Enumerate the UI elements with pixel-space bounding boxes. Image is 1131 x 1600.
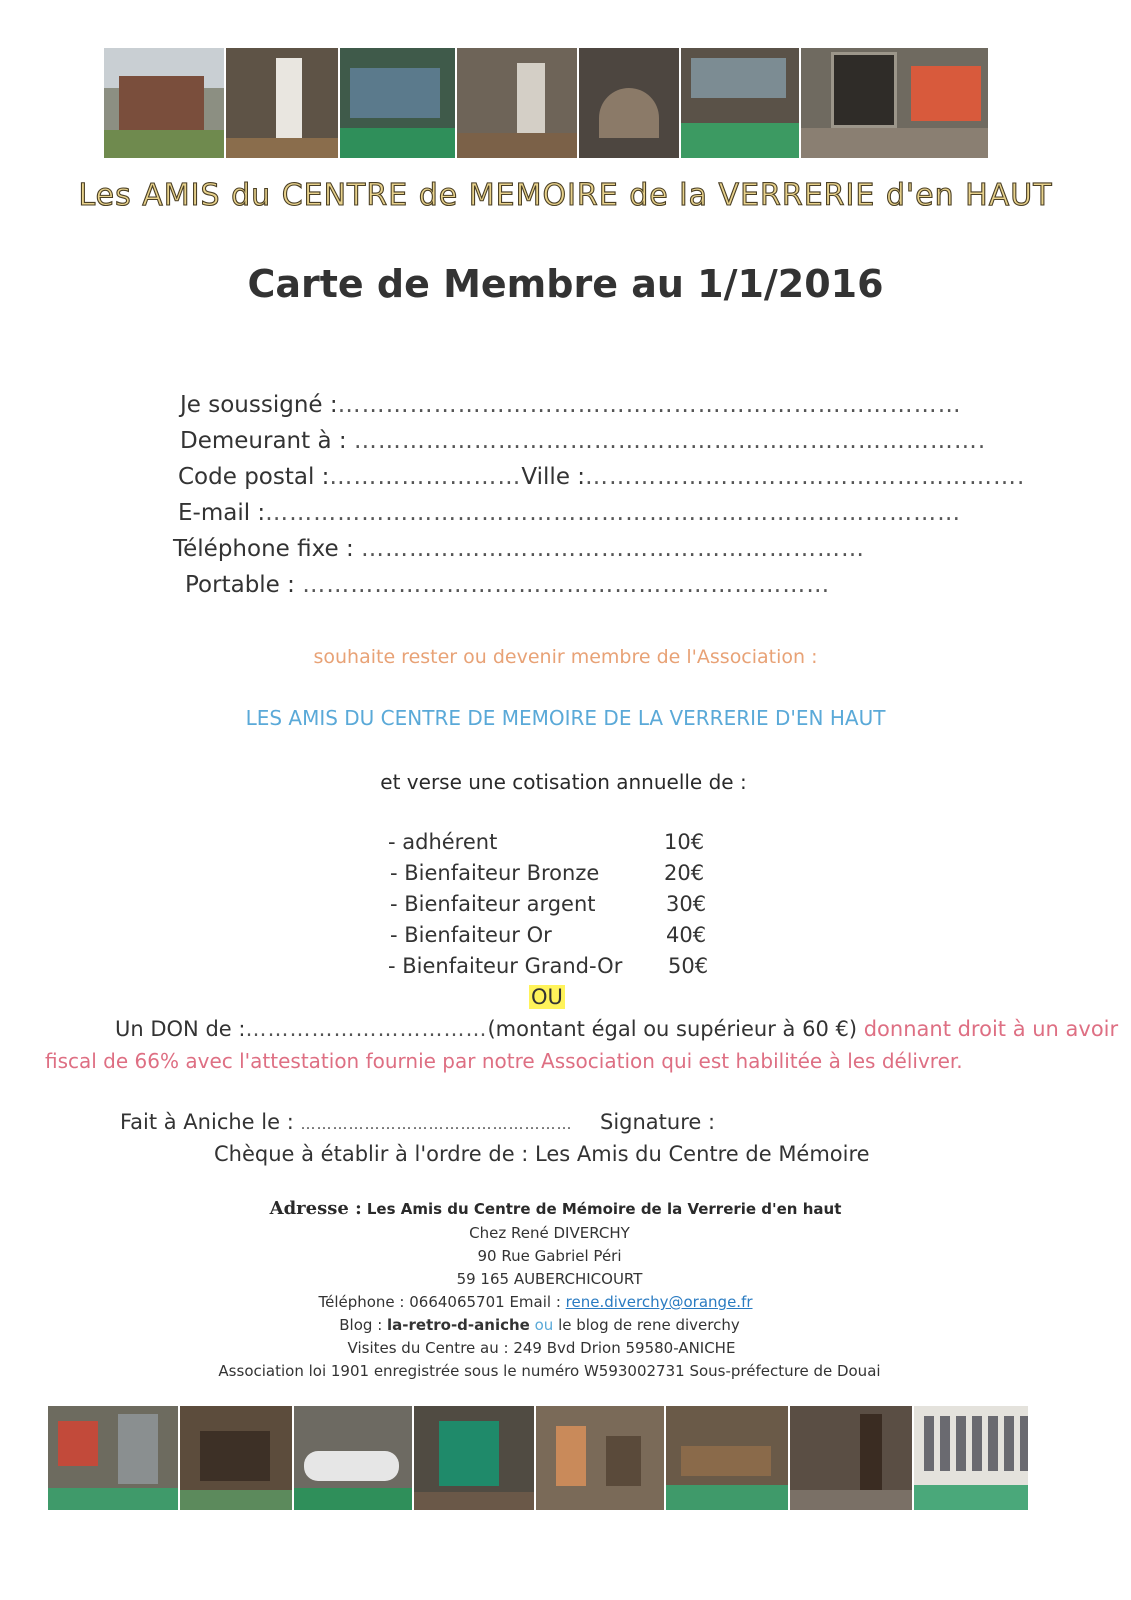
wish-line: souhaite rester ou devenir membre de l'Association :: [313, 646, 818, 668]
blog-name[interactable]: la-retro-d-aniche: [387, 1316, 530, 1334]
tier-amount: 40€: [666, 923, 707, 947]
field-label: Téléphone fixe :: [173, 536, 354, 562]
address-care-of: Chez René DIVERCHY: [469, 1224, 630, 1242]
phone-text: Téléphone : 0664065701 Email :: [318, 1293, 566, 1311]
tier-amount: 20€: [664, 861, 705, 885]
address-street: 90 Rue Gabriel Péri: [477, 1247, 622, 1265]
tier-label: - Bienfaiteur Bronze: [390, 861, 600, 885]
or-highlight: OU: [531, 985, 563, 1009]
tier-label: - Bienfaiteur Grand-Or: [388, 954, 623, 978]
top-photo-strip: [104, 48, 988, 158]
tier-amount: 10€: [664, 830, 705, 854]
field-label: E-mail :: [178, 500, 266, 526]
field-dots: ……………………: [329, 464, 522, 490]
photo-machines: [579, 48, 681, 158]
donation-dots: ……………………………: [245, 1017, 488, 1041]
card-title: Carte de Membre au 1/1/2016: [247, 262, 884, 306]
field-label: Portable :: [185, 572, 295, 598]
blog-prefix: Blog :: [339, 1316, 388, 1334]
photo-clock: [790, 1406, 914, 1510]
blog-suffix: le blog de rene diverchy: [558, 1316, 740, 1334]
field-label: Je soussigné :: [180, 392, 338, 418]
or-word: [529, 985, 565, 1009]
photo-exhibition: [914, 1406, 1028, 1510]
field-label-city: Ville :: [521, 464, 586, 490]
association-caps: LES AMIS DU CENTRE DE MEMOIRE DE LA VERRERIE D'EN HAUT: [245, 706, 886, 730]
address-label: Adresse :: [269, 1198, 362, 1219]
photo-office: [180, 1406, 294, 1510]
field-dots: ………………………………………………………: [361, 536, 866, 562]
tier-row: [390, 861, 599, 885]
photo-window: [801, 48, 988, 158]
photo-car: [294, 1406, 414, 1510]
tier-amount: 50€: [668, 954, 709, 978]
photo-statue: [226, 48, 340, 158]
field-label: Demeurant à :: [180, 428, 347, 454]
field-mobile[interactable]: [185, 572, 830, 598]
tier-row: [388, 830, 497, 854]
field-dots-city: ……………………………………………….: [585, 464, 1026, 490]
address-blog: [0, 1316, 1105, 1334]
tier-label: - Bienfaiteur argent: [390, 892, 596, 916]
field-label: Code postal :: [178, 464, 330, 490]
tier-label: - Bienfaiteur Or: [390, 923, 552, 947]
address-header: [0, 1198, 1121, 1219]
signature-label: Signature :: [600, 1110, 716, 1134]
address-legal: Association loi 1901 enregistrée sous le numéro W593002731 Sous-préfecture de Douai: [218, 1362, 881, 1380]
field-dots: ……………………………………………………………………: [337, 392, 962, 418]
photo-room: [666, 1406, 790, 1510]
tier-amount: 30€: [666, 892, 707, 916]
field-phone[interactable]: [173, 536, 865, 562]
cheque-line: Chèque à établir à l'ordre de : Les Amis du Centre de Mémoire: [214, 1142, 870, 1166]
made-at-label: Fait à Aniche le :: [120, 1110, 294, 1134]
made-at-dots: ……………………………………………: [300, 1115, 573, 1133]
photo-visitors: [457, 48, 579, 158]
photo-display: [340, 48, 457, 158]
tier-row: [388, 954, 622, 978]
photo-building: [104, 48, 226, 158]
address-contact: [0, 1293, 1101, 1311]
field-address[interactable]: [180, 428, 986, 454]
tier-label: - adhérent: [388, 830, 498, 854]
field-dots: …………………………………………………………: [302, 572, 831, 598]
address-name: Les Amis du Centre de Mémoire de la Verrerie d'en haut: [366, 1200, 842, 1218]
address-visits: Visites du Centre au : 249 Bvd Drion 59580-ANICHE: [347, 1339, 736, 1357]
field-postal-city[interactable]: [178, 464, 1025, 490]
donation-tax-line2: fiscal de 66% avec l'attestation fournie par notre Association qui est habilitée à les délivrer.: [45, 1049, 963, 1073]
signature-line[interactable]: [120, 1110, 572, 1134]
photo-workshop: [48, 1406, 180, 1510]
tier-row: [390, 923, 552, 947]
field-name[interactable]: [180, 392, 962, 418]
address-city: 59 165 AUBERCHICOURT: [456, 1270, 643, 1288]
donation-middle: (montant égal ou supérieur à 60 €): [487, 1017, 858, 1041]
photo-press: [414, 1406, 536, 1510]
field-dots: ……………………………………………………………………………: [265, 500, 962, 526]
field-dots: …………………………………………………………………….: [353, 428, 987, 454]
association-title: Les AMIS du CENTRE de MEMOIRE de la VERRERIE d'en HAUT: [78, 178, 1053, 213]
photo-tools: [681, 48, 801, 158]
email-link[interactable]: rene.diverchy@orange.fr: [565, 1293, 753, 1311]
bottom-photo-strip: [48, 1406, 1028, 1510]
donation-tax-note: donnant droit à un avoir: [857, 1017, 1119, 1041]
field-email[interactable]: [178, 500, 961, 526]
tier-row: [390, 892, 596, 916]
blog-or: ou: [529, 1316, 559, 1334]
photo-glass: [536, 1406, 666, 1510]
donation-prefix: Un DON de :: [115, 1017, 246, 1041]
fee-intro: et verse une cotisation annuelle de :: [380, 770, 747, 794]
donation-line[interactable]: [115, 1017, 1118, 1041]
